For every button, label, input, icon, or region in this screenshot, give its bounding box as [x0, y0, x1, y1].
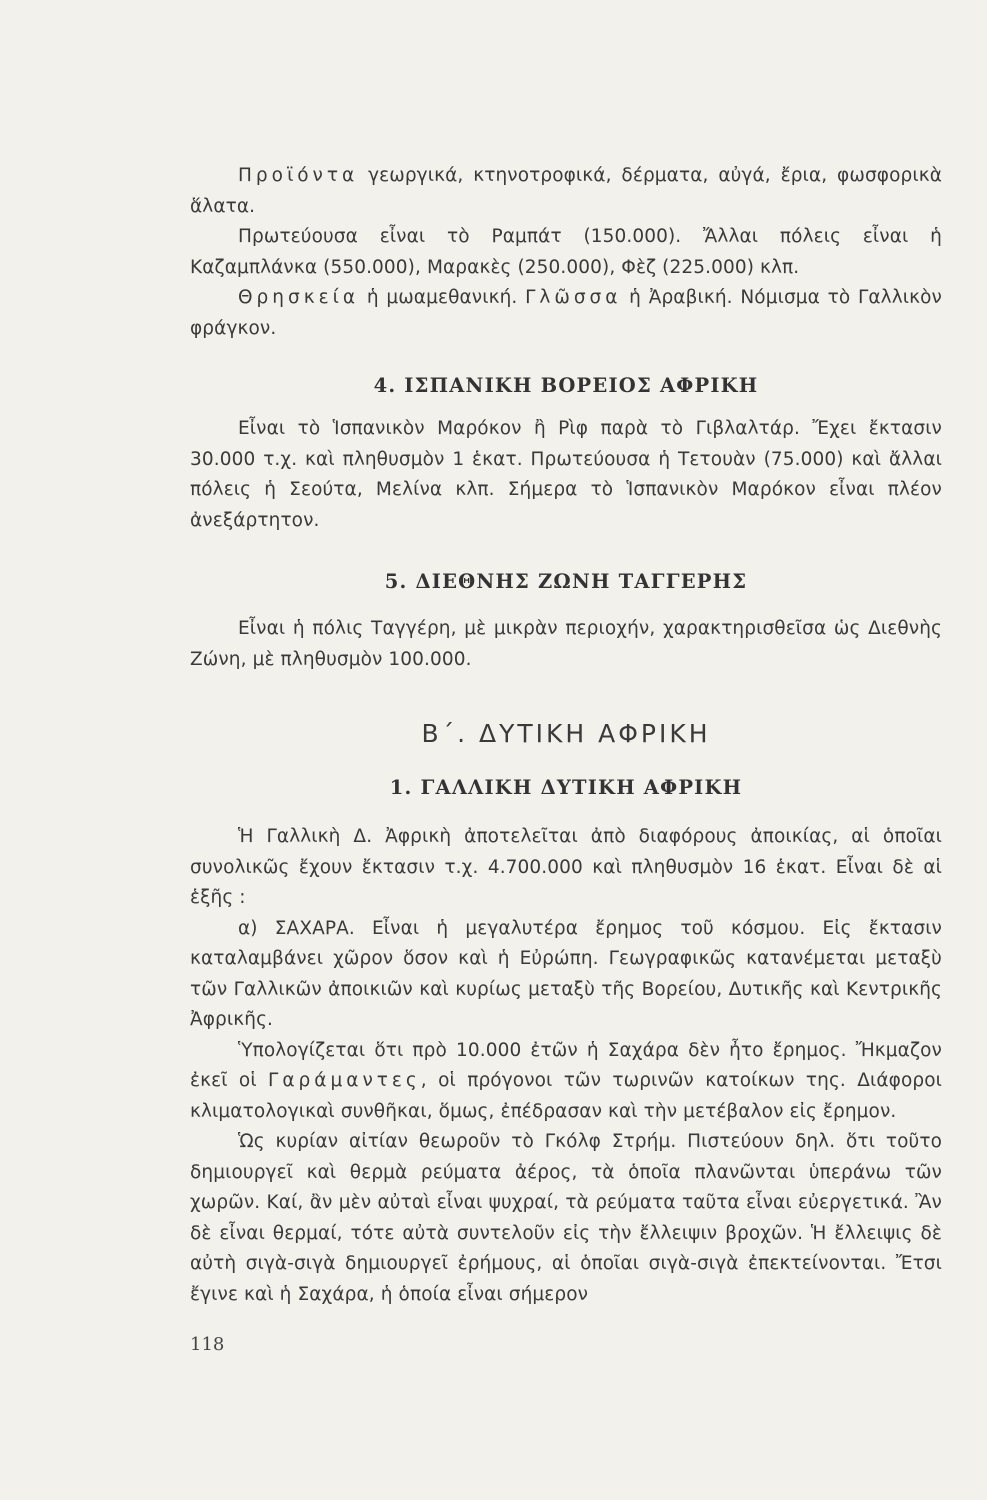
religion-term: Θρησκεία: [238, 287, 360, 308]
section-b1-heading: 1. ΓΑΛΛΙΚΗ ΔΥΤΙΚΗ ΑΦΡΙΚΗ: [389, 776, 743, 799]
garamantes-term: Γαράμαντες: [268, 1070, 421, 1091]
section-5-text: [190, 614, 942, 675]
sahara-paragraph: α) ΣΑΧΑΡΑ. Εἶναι ἡ μεγαλυτέρα ἔρημος τοῦ κόσμου. Εἰς ἔκτασιν καταλαμβάνει χῶρον ὅσον καὶ ἡ Εὐρώπη. Γεωγραφικῶς κατανέμεται μεταξὺ τῶν Γαλλικῶν ἀποικιῶν καὶ κυρίως μεταξὺ τῆς Βορείου, Δυτικῆς καὶ Κεντρικῆς Ἀφρικῆς.: [190, 917, 942, 1030]
products-paragraph: Προϊόντα γεωργικά, κτηνοτροφικά, δέρματα, αὐγά, ἔρια, φωσφορικὰ ἅλατα.: [190, 165, 942, 217]
tangier-paragraph: Εἶναι ἡ πόλις Ταγγέρη, μὲ μικρὰν περιοχήν, χαρακτηρισθεῖσα ὡς Διεθνὴς Ζώνη, μὲ πληθυσμὸν 100.000.: [190, 618, 942, 670]
spanish-morocco-paragraph: Εἶναι τὸ Ἱσπανικὸν Μαρόκον ἢ Ρὶφ παρὰ τὸ Γιβλαλτάρ. Ἔχει ἔκτασιν 30.000 τ.χ. καὶ πληθυσμὸν 1 ἑκατ. Πρωτεύουσα ἡ Τετουὰν (75.000) καὶ ἄλλαι πόλεις ἡ Σεούτα, Μελίνα κλπ. Σήμερα τὸ Ἱσπανικὸν Μαρόκον εἶναι πλέον ἀνεξάρτητον.: [190, 418, 942, 531]
section-5-heading: 5. ΔΙΕΘΝΗΣ ΖΩΝΗ ΤΑΓΓΕΡΗΣ: [384, 570, 748, 593]
section-a-text: [190, 161, 942, 344]
capital-paragraph: Πρωτεύουσα εἶναι τὸ Ραμπάτ (150.000). Ἄλλαι πόλεις εἶναι ἡ Καζαμπλάνκα (550.000), Μαρακὲς (250.000), Φὲζ (225.000) κλπ.: [190, 226, 942, 278]
french-west-africa-paragraph: Ἡ Γαλλικὴ Δ. Ἀφρικὴ ἀποτελεῖται ἀπὸ διαφόρους ἀποικίας, αἱ ὁποῖαι συνολικῶς ἔχουν ἔκτασιν τ.χ. 4.700.000 καὶ πληθυσμὸν 16 ἑκατ. Εἶναι δὲ αἱ ἑξῆς :: [190, 826, 942, 908]
part-b-heading: Β΄. ΔΥΤΙΚΗ ΑΦΡΙΚΗ: [421, 719, 711, 748]
page-number: 118: [190, 1334, 225, 1355]
section-4-text: [190, 414, 942, 536]
section-4-heading: 4. ΙΣΠΑΝΙΚΗ ΒΟΡΕΙΟΣ ΑΦΡΙΚΗ: [373, 374, 759, 397]
language-term: Γλῶσσα: [525, 287, 622, 308]
section-b1-text: [190, 822, 942, 1310]
religion-paragraph: Θρησκεία ἡ μωαμεθανική. Γλῶσσα ἡ Ἀραβική. Νόμισμα τὸ Γαλλικὸν φράγκον.: [190, 287, 942, 339]
sahara-history-paragraph: Ὑπολογίζεται ὅτι πρὸ 10.000 ἐτῶν ἡ Σαχάρα δὲν ἦτο ἔρημος. Ἤκμαζον ἐκεῖ οἱ Γαράμαντες, οἱ πρόγονοι τῶν τωρινῶν κατοίκων της. Διάφοροι κλιματολογικαὶ συνθῆκαι, ὅμως, ἐπέδρασαν καὶ τὴν μετέβαλον εἰς ἔρημον.: [190, 1039, 942, 1122]
products-term: Προϊόντα: [238, 165, 359, 186]
gulf-stream-paragraph: Ὡς κυρίαν αἰτίαν θεωροῦν τὸ Γκόλφ Στρήμ. Πιστεύουν δηλ. ὅτι τοῦτο δημιουργεῖ καὶ θερμὰ ρεύματα ἀέρος, τὰ ὁποῖα πλανῶνται ὑπεράνω τῶν χωρῶν. Καί, ἂν μὲν αὐταὶ εἶναι ψυχραί, τὰ ρεύματα ταῦτα εἶναι εὐεργετικά. Ἂν δὲ εἶναι θερμαί, τότε αὐτὰ συντελοῦν εἰς τὴν ἔλλειψιν βροχῶν. Ἡ ἔλλειψις δὲ αὐτὴ σιγὰ-σιγὰ δημιουργεῖ ἐρήμους, αἱ ὁποῖαι σιγὰ-σιγὰ ἐπεκτείνονται. Ἔτσι ἔγινε καὶ ἡ Σαχάρα, ἡ ὁποία εἶναι σήμερον: [190, 1131, 942, 1305]
